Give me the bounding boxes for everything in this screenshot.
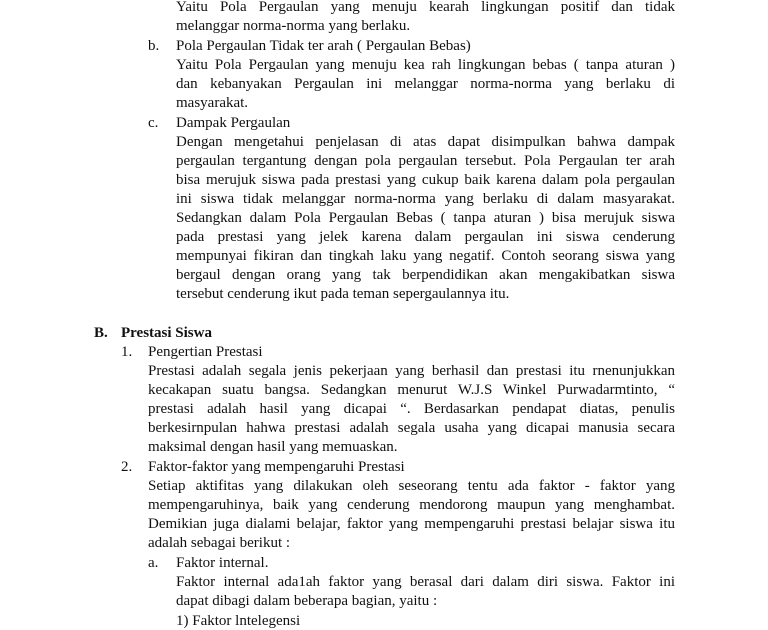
list-marker: 2.: [121, 459, 133, 475]
paragraph-line: dapat dibagi dalam beberapa bagian, yaitu :: [176, 593, 438, 609]
paragraph-line: mempengaruhinya, baik yang cenderung mendorong maupun yang menghambat.: [148, 497, 675, 513]
list-heading: Faktor-faktor yang mempengaruhi Prestasi: [148, 459, 405, 475]
list-marker: c.: [148, 115, 159, 131]
paragraph-line: ini siswa tidak melanggar norma-norma yang berlaku di dalam masyarakat.: [176, 191, 675, 207]
paragraph-line: melanggar norma-norma yang berlaku.: [176, 18, 411, 34]
paragraph-line: pergaulan tergantung dengan pola pergaulan tersebut. Pola Pergaulan ter arah: [176, 153, 675, 169]
paragraph-line: bergaul dengan orang yang tak berpendidikan akan mengakibatkan siswa: [176, 267, 675, 283]
list-heading: Pengertian Prestasi: [148, 344, 263, 360]
list-marker: b.: [148, 38, 160, 54]
paragraph-line: Demikian juga dialami belajar, faktor yang mempengaruhi prestasi belajar siswa itu: [148, 516, 675, 532]
list-item: 1) Faktor lntelegensi: [176, 613, 301, 629]
section-marker: B.: [94, 325, 108, 341]
paragraph-line: prestasi adalah hasil yang dicapai “. Berdasarkan pendapat diatas, penulis: [148, 401, 675, 417]
paragraph-line: maksimal dengan hasil yang memuaskan.: [148, 439, 398, 455]
paragraph-line: tersebut cenderung ikut pada teman sepergaulannya itu.: [176, 286, 510, 302]
paragraph-line: mempunyai fikiran dan tingkah laku yang negatif. Contoh seorang siswa yang: [176, 248, 675, 264]
paragraph-line: masyarakat.: [176, 95, 249, 111]
list-heading: Dampak Pergaulan: [176, 115, 291, 131]
paragraph-line: dan kebanyakan Pergaulan ini melanggar norma-norma yang berlaku di: [176, 76, 675, 92]
list-heading: Pola Pergaulan Tidak ter arah ( Pergaulan Bebas): [176, 38, 471, 54]
paragraph-line: kecakapan suatu bangsa. Sedangkan menurut W.J.S Winkel Purwadarmtinto, “: [148, 382, 675, 398]
list-marker: a.: [148, 555, 159, 571]
paragraph-line: Yaitu Pola Pergaulan yang menuju kea rah lingkungan bebas ( tanpa aturan ): [176, 57, 675, 73]
paragraph-line: pada prestasi yang jelek karena dalam pergaulan ini siswa cenderung: [176, 229, 675, 245]
paragraph-line: berkesirnpulan hahwa prestasi adalah segala usaha yang dicapai manusia secara: [148, 420, 675, 436]
paragraph-line: Faktor internal ada1ah faktor yang berasal dari dalam diri siswa. Faktor ini: [176, 574, 675, 590]
paragraph-line: Dengan mengetahui penjelasan di atas dapat disimpulkan bahwa dampak: [176, 134, 675, 150]
paragraph-line: Prestasi adalah segala jenis pekerjaan yang berhasil dan prestasi itu rnenunjukkan: [148, 363, 675, 379]
paragraph-line: bisa merujuk siswa pada prestasi yang cukup baik karena dalam pola pergaulan: [176, 172, 675, 188]
paragraph-line: Sedangkan dalam Pola Pergaulan Bebas ( tanpa aturan ) bisa merujuk siswa: [176, 210, 675, 226]
paragraph-line: Setiap aktifitas yang dilakukan oleh seseorang tentu ada faktor - faktor yang: [148, 478, 675, 494]
paragraph-line: adalah sebagai berikut :: [148, 535, 291, 551]
section-heading: Prestasi Siswa: [121, 325, 212, 341]
list-heading: Faktor internal.: [176, 555, 269, 571]
paragraph-line: Yaitu Pola Pergaulan yang menuju kearah lingkungan positif dan tidak: [176, 0, 675, 15]
list-marker: 1.: [121, 344, 133, 360]
